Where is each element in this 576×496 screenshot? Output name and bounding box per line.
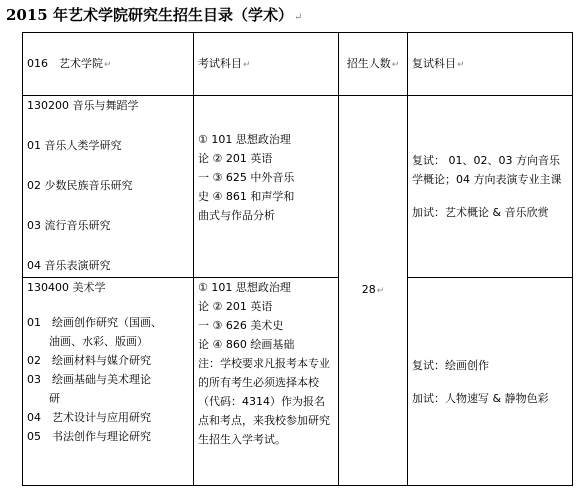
exam-line: 曲式与作品分析 [198,209,275,222]
direction-item: 04 艺术设计与应用研究 [27,411,151,424]
exam-line: ① 101 思想政治理 [198,133,291,146]
extra-test-text: 加试：艺术概论 & 音乐欣赏 [412,206,549,219]
catalog-table [22,32,573,486]
paragraph-mark-icon: ↵ [457,59,465,70]
exam-line: ① 101 思想政治理 [198,281,291,294]
exam-line: 史 ④ 861 和声学和 [198,190,295,203]
enrollment-count: 28 [361,283,376,296]
exam-line: 一 ③ 626 美术史 [198,319,284,332]
exam-line: 一 ③ 625 中外音乐 [198,171,295,184]
header-enrollment [339,33,408,96]
exam-line: 论 ② 201 英语 [198,300,273,313]
direction-item: 01 音乐人类学研究 [27,139,122,152]
major-cell [23,96,194,278]
header-exam [194,33,339,96]
header-retest [408,33,573,96]
direction-item: 02 少数民族音乐研究 [27,179,133,192]
direction-item: 01 绘画创作研究（国画、 [27,316,162,329]
direction-item: 03 流行音乐研究 [27,219,111,232]
page-title-text: 2015 年艺术学院研究生招生目录（学术） [6,6,293,24]
direction-item: 02 绘画材料与媒介研究 [27,354,151,367]
header-enrollment-label: 招生人数 [346,56,391,70]
retest-cell [408,96,573,278]
exam-cell [194,96,339,278]
direction-item: 05 书法创作与理论研究 [27,430,151,443]
direction-item: 油画、水彩、版画） [27,335,148,348]
retest-text: 复试： 01、02、03 方向音乐学概论；04 方向表演专业主课 [412,154,562,186]
header-retest-label: 复试科目 [412,56,456,70]
paragraph-mark-icon: ↵ [376,286,385,296]
table-row [23,96,573,278]
paragraph-mark-icon: ↵ [293,12,303,23]
header-department-label: 016 艺术学院 [27,56,103,70]
exam-note: 注：学校要求凡报考本专业的所有考生必须选择本校（代码：4314）作为报名点和考点，来我校参加研究生招生入学考试。 [198,357,330,446]
major-code: 130400 美术学 [27,281,106,294]
direction-item: 研 [27,392,60,405]
exam-cell [194,278,339,486]
enrollment-cell [339,96,408,486]
paragraph-mark-icon: ↵ [104,59,112,70]
paragraph-mark-icon: ↵ [391,59,400,70]
extra-test-text: 加试：人物速写 & 静物色彩 [412,391,549,405]
paragraph-mark-icon: ↵ [243,59,251,70]
page-title [6,4,302,25]
header-exam-label: 考试科目 [198,56,242,70]
header-department [23,33,194,96]
table-header-row [23,33,573,96]
direction-item: 04 音乐表演研究 [27,259,111,272]
exam-line: 论 ② 201 英语 [198,152,273,165]
direction-item: 03 绘画基础与美术理论 [27,373,151,386]
major-cell [23,278,194,486]
table-row [23,278,573,486]
exam-line: 论 ④ 860 绘画基础 [198,338,295,351]
retest-text: 复试：绘画创作 [412,358,489,372]
retest-cell [408,278,573,486]
major-code: 130200 音乐与舞蹈学 [27,99,139,112]
